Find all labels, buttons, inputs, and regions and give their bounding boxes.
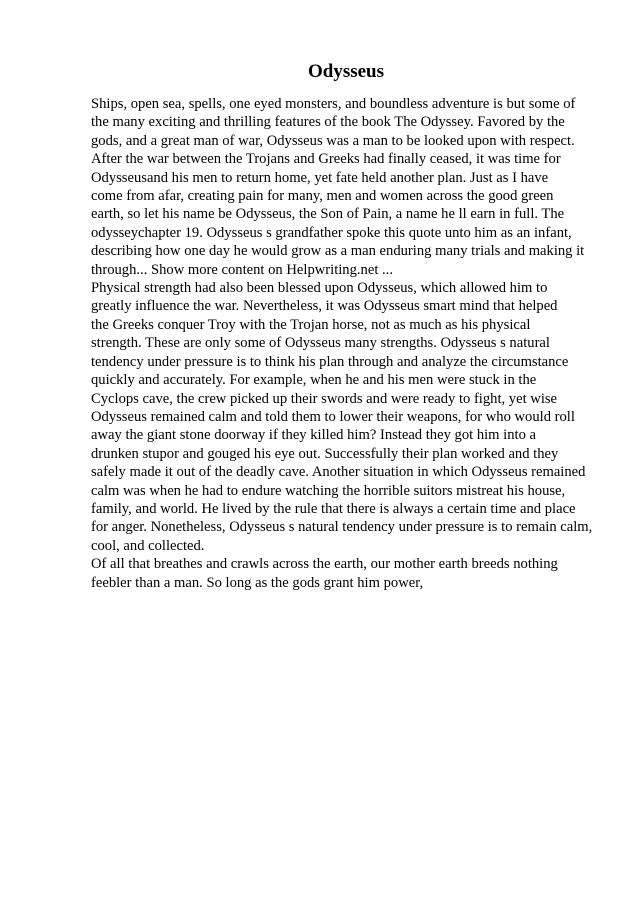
text-line: describing how one day he would grow as a man enduring many trials and making it: [91, 243, 585, 260]
document-title: Odysseus: [307, 61, 385, 82]
text-line: Odysseus remained calm and told them to lower their weapons, for who would roll: [91, 408, 575, 425]
text-line: Of all that breathes and crawls across the earth, our mother earth breeds nothing: [91, 556, 558, 573]
text-line: odysseychapter 19. Odysseus s grandfather spoke this quote unto him as an infant,: [91, 224, 572, 241]
text-line: After the war between the Trojans and Greeks had finally ceased, it was time for: [91, 151, 561, 168]
text-line: greatly influence the war. Nevertheless, it was Odysseus smart mind that helped: [91, 298, 558, 315]
text-line: cool, and collected.: [91, 537, 205, 554]
body-paragraph: [91, 555, 601, 592]
text-line: earth, so let his name be Odysseus, the Son of Pain, a name he ll earn in full. The: [91, 206, 565, 223]
text-line: tendency under pressure is to think his plan through and analyze the circumstance: [91, 353, 569, 370]
body-paragraph: [91, 279, 601, 555]
text-line: feebler than a man. So long as the gods grant him power,: [91, 574, 424, 591]
text-line: calm was when he had to endure watching the horrible suitors mistreat his house,: [91, 482, 566, 499]
text-line: come from afar, creating pain for many, men and women across the good green: [91, 188, 554, 205]
text-line: for anger. Nonetheless, Odysseus s natural tendency under pressure is to remain calm,: [91, 519, 593, 536]
text-line: safely made it out of the deadly cave. Another situation in which Odysseus remained: [91, 464, 586, 481]
text-line: Cyclops cave, the crew picked up their swords and were ready to fight, yet wise: [91, 390, 558, 407]
text-line: drunken stupor and gouged his eye out. Successfully their plan worked and they: [91, 445, 559, 462]
text-line: away the giant stone doorway if they killed him? Instead they got him into a: [91, 427, 537, 444]
document-page: [91, 60, 601, 592]
body-paragraph: [91, 95, 601, 279]
text-line: through... Show more content on Helpwriting.net ...: [91, 261, 393, 278]
text-line: strength. These are only some of Odysseus many strengths. Odysseus s natural: [91, 335, 550, 352]
text-line: the Greeks conquer Troy with the Trojan horse, not as much as his physical: [91, 316, 531, 333]
text-line: quickly and accurately. For example, when he and his men were stuck in the: [91, 372, 537, 389]
text-line: the many exciting and thrilling features of the book The Odyssey. Favored by the: [91, 114, 565, 131]
text-line: Odysseusand his men to return home, yet fate held another plan. Just as I have: [91, 169, 549, 186]
text-line: Ships, open sea, spells, one eyed monsters, and boundless adventure is but some of: [91, 96, 576, 112]
document-body: [91, 95, 601, 592]
text-line: family, and world. He lived by the rule that there is always a certain time and place: [91, 500, 576, 517]
text-line: Physical strength had also been blessed upon Odysseus, which allowed him to: [91, 280, 548, 297]
text-line: gods, and a great man of war, Odysseus was a man to be looked upon with respect.: [91, 132, 575, 149]
